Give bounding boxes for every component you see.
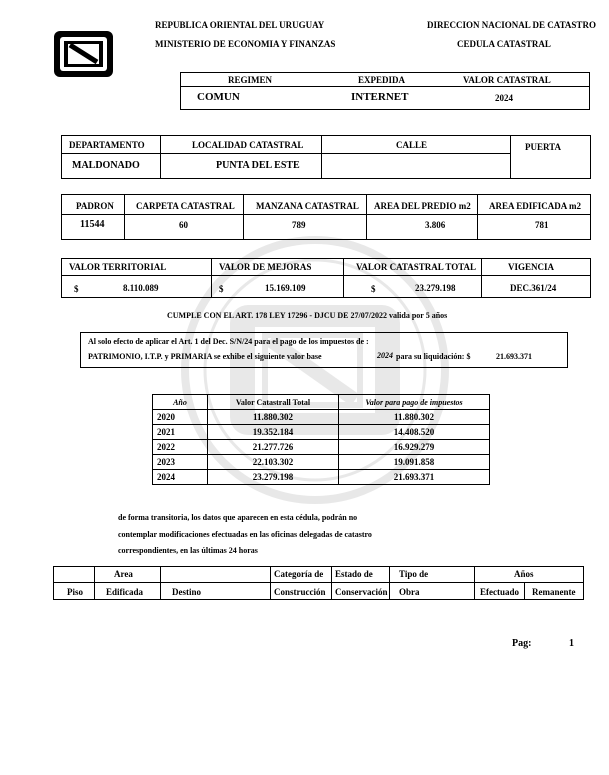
nota-year: 2024 <box>377 351 393 360</box>
value-anio-catastral: 2024 <box>495 93 513 103</box>
col-area: Area <box>114 569 133 579</box>
label-calle: CALLE <box>396 140 428 150</box>
nota-line2: PATRIMONIO, I.T.P. y PRIMARIA se exhibe el siguiente valor base <box>88 352 322 361</box>
value-expedida: INTERNET <box>351 91 409 103</box>
label-padron: PADRON <box>76 201 114 211</box>
label-valor-territorial: VALOR TERRITORIAL <box>69 262 167 272</box>
col-piso: Piso <box>67 587 84 597</box>
col-remanente: Remanente <box>532 587 576 597</box>
label-puerta: PUERTA <box>525 142 562 152</box>
nota-amount: 21.693.371 <box>496 352 532 361</box>
value-localidad: PUNTA DEL ESTE <box>216 160 300 171</box>
col-estado: Estado de <box>335 569 373 579</box>
table-row <box>153 440 490 455</box>
page-label: Pag: <box>512 638 532 649</box>
value-valor-catastral-total: 23.279.198 <box>415 283 456 293</box>
value-valor-territorial: 8.110.089 <box>123 283 159 293</box>
row-valor-impuestos: 19.091.858 <box>339 455 490 470</box>
label-manzana: MANZANA CATASTRAL <box>256 201 359 211</box>
header-cedula: CEDULA CATASTRAL <box>457 39 551 49</box>
years-table <box>152 394 490 485</box>
header-ministerio: MINISTERIO DE ECONOMIA Y FINANZAS <box>155 39 336 49</box>
label-area-predio: AREA DEL PREDIO m2 <box>374 201 471 211</box>
value-departamento: MALDONADO <box>72 160 140 171</box>
col-efectuado: Efectuado <box>480 587 519 597</box>
table-row <box>153 425 490 440</box>
label-valor-catastral: VALOR CATASTRAL <box>463 75 551 85</box>
nota-line2-end: para su liquidación: $ <box>396 352 471 361</box>
table-row <box>153 455 490 470</box>
label-carpeta: CARPETA CATASTRAL <box>136 201 235 211</box>
row-valor-total: 19.352.184 <box>208 425 339 440</box>
page-number: 1 <box>569 638 574 649</box>
col-construccion: Construcción <box>274 587 326 597</box>
header-republica: REPUBLICA ORIENTAL DEL URUGUAY <box>155 20 325 30</box>
row-valor-total: 11.880.302 <box>208 410 339 425</box>
table-row <box>153 470 490 485</box>
cumple-text: CUMPLE CON EL ART. 178 LEY 17296 - DJCU DE 27/07/2022 valida por 5 años <box>167 311 448 320</box>
currency-territorial: $ <box>74 284 79 294</box>
value-area-predio: 3.806 <box>425 220 446 230</box>
row-anio: 2024 <box>153 470 208 485</box>
value-valor-mejoras: 15.169.109 <box>265 283 306 293</box>
row-anio: 2022 <box>153 440 208 455</box>
col-edificada: Edificada <box>106 587 144 597</box>
value-regimen: COMUN <box>197 91 240 103</box>
row-valor-impuestos: 21.693.371 <box>339 470 490 485</box>
value-area-edificada: 781 <box>535 220 549 230</box>
label-localidad: LOCALIDAD CATASTRAL <box>192 140 304 150</box>
row-valor-impuestos: 16.929.279 <box>339 440 490 455</box>
row-anio: 2021 <box>153 425 208 440</box>
col-categoria: Categoría de <box>274 569 324 579</box>
col-destino: Destino <box>172 587 201 597</box>
row-anio: 2020 <box>153 410 208 425</box>
transitoria-line1: de forma transitoria, los datos que aparecen en esta cédula, podrán no <box>118 513 358 522</box>
label-vigencia: VIGENCIA <box>508 262 555 272</box>
col-anios: Años <box>514 569 534 579</box>
row-valor-total: 22.103.302 <box>208 455 339 470</box>
label-area-edificada: AREA EDIFICADA m2 <box>489 201 582 211</box>
value-padron: 11544 <box>80 219 105 230</box>
header-direccion: DIRECCION NACIONAL DE CATASTRO <box>427 20 596 30</box>
row-valor-total: 21.277.726 <box>208 440 339 455</box>
value-carpeta: 60 <box>179 220 188 230</box>
nota-line1: Al solo efecto de aplicar el Art. 1 del Dec. S/N/24 para el pago de los impuestos de : <box>88 337 369 346</box>
header-valor-impuestos: Valor para pago de impuestos <box>339 395 490 410</box>
row-anio: 2023 <box>153 455 208 470</box>
years-table-header <box>153 395 490 410</box>
label-valor-catastral-total: VALOR CATASTRAL TOTAL <box>356 262 477 272</box>
catastro-logo-icon <box>53 30 114 78</box>
col-tipo: Tipo de <box>399 569 429 579</box>
currency-mejoras: $ <box>219 284 224 294</box>
header-valor-total: Valor Catastrall Total <box>208 395 339 410</box>
value-vigencia: DEC.361/24 <box>510 283 557 293</box>
col-obra: Obra <box>399 587 420 597</box>
currency-total: $ <box>371 284 376 294</box>
label-departamento: DEPARTAMENTO <box>69 140 145 150</box>
transitoria-line2: contemplar modificaciones efectuadas en las oficinas delegadas de catastro <box>118 530 372 539</box>
row-valor-impuestos: 11.880.302 <box>339 410 490 425</box>
label-regimen: REGIMEN <box>228 75 273 85</box>
value-manzana: 789 <box>292 220 306 230</box>
col-conservacion: Conservación <box>335 587 388 597</box>
label-valor-mejoras: VALOR DE MEJORAS <box>219 262 312 272</box>
header-anio: Año <box>153 395 208 410</box>
label-expedida: EXPEDIDA <box>358 75 406 85</box>
transitoria-line3: correspondientes, en las últimas 24 horas <box>118 546 258 555</box>
row-valor-impuestos: 14.408.520 <box>339 425 490 440</box>
row-valor-total: 23.279.198 <box>208 470 339 485</box>
table-row <box>153 410 490 425</box>
